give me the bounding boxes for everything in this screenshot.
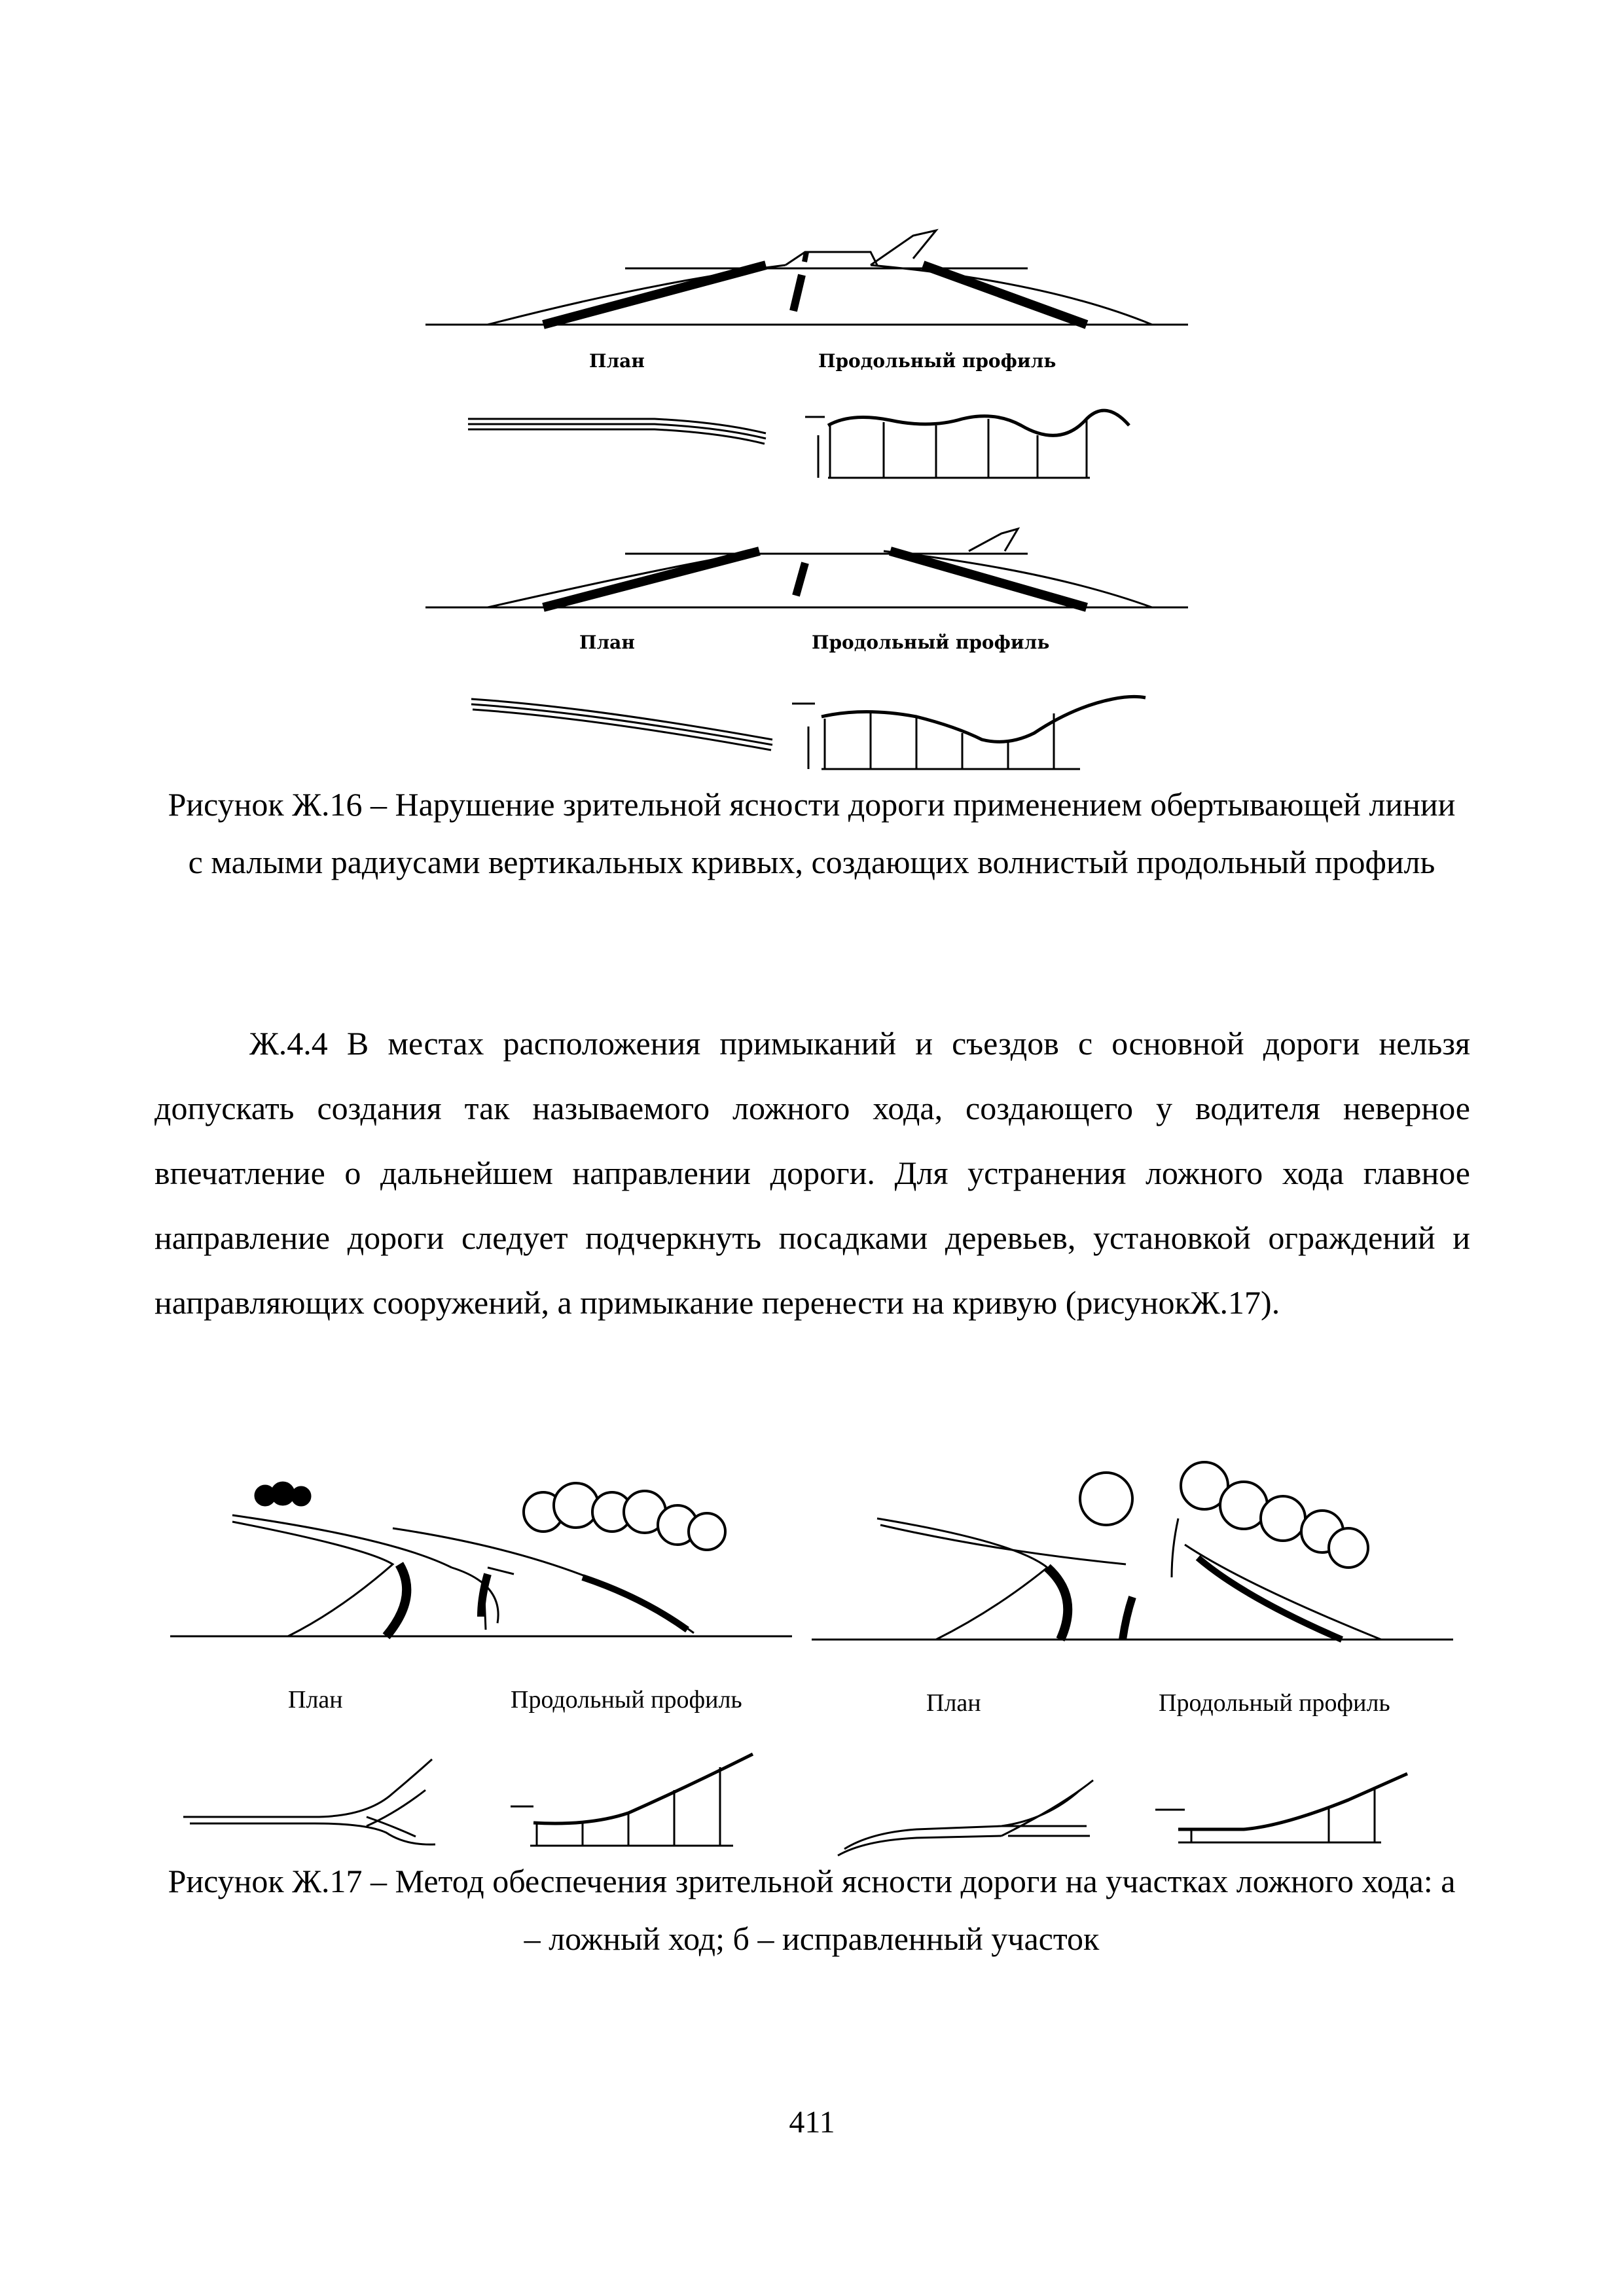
fig17-left-plan-label: План [288,1686,343,1713]
fig17-left-profile-label: Продольный профиль [511,1686,742,1713]
fig16-panel1-profile-label: Продольный профиль [818,350,1056,372]
figure-16-caption: Рисунок Ж.16 – Нарушение зрительной ясности дороги применением обертывающей линии с малыми радиусами вертикальных кривых, создающих волнистый продольный профиль [168,786,1456,880]
page-number: 411 [789,2105,835,2140]
fig17-left-profile [511,1754,753,1846]
paragraph-text: Ж.4.4 В местах расположения примыканий и съездов с основной дороги нельзя допускать создания так называемого ложного хода, создающего у водителя неверное впечатление о дальнейшем направлении дороги. Для устранения ложного хода главное направление дороги следует подчеркнуть посадками деревьев, установкой ограждений и направляющих сооружений, а примыкание перенести на кривую (рисунокЖ.17). [154,1025,1470,1321]
fig17-right-trees [1080,1462,1368,1568]
fig16-panel2-profile-label: Продольный профиль [812,632,1050,653]
fig17-right-profile-label: Продольный профиль [1159,1689,1390,1717]
fig16-panel1-plan-label: План [589,350,645,372]
fig17-right-profile [1155,1774,1407,1842]
fig17-left-plan [183,1759,435,1844]
figure-17-caption: Рисунок Ж.17 – Метод обеспечения зрительной ясности дороги на участках ложного хода: а – ложный ход; б – исправленный участок [168,1863,1456,1957]
fig17-left-trees [255,1482,725,1550]
fig17-right-plan [838,1780,1093,1856]
fig16-panel2-plan-label: План [579,632,635,653]
fig17-right-plan-label: План [926,1689,981,1717]
